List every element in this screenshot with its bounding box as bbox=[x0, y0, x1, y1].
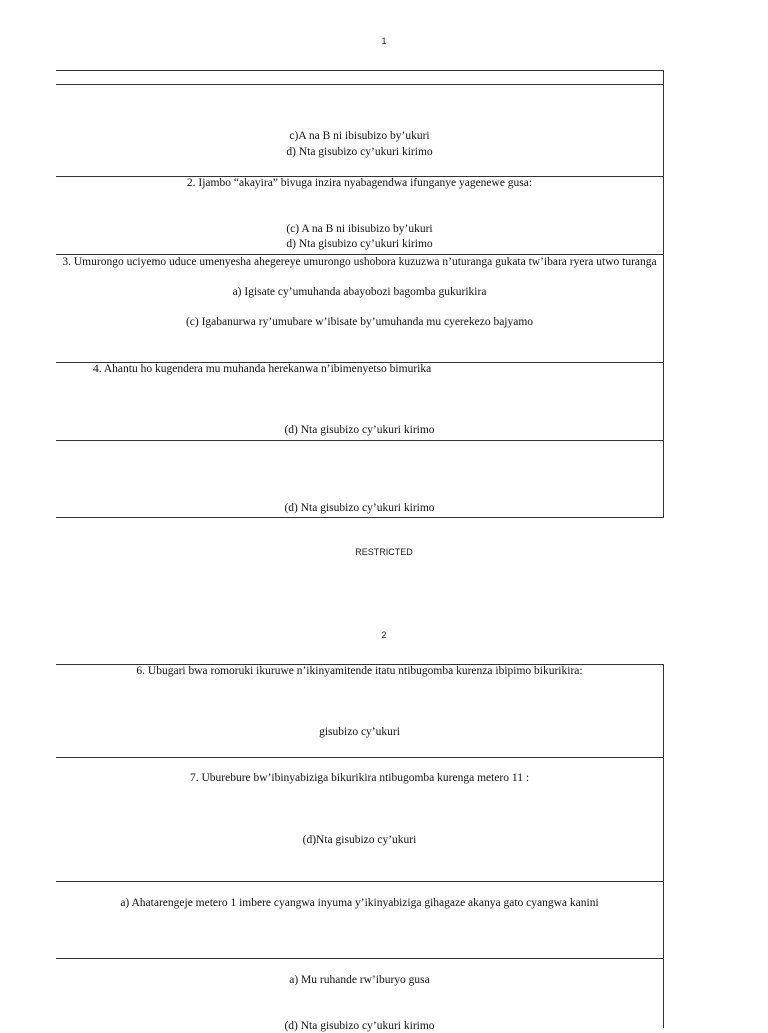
page-number: 2 bbox=[381, 630, 387, 640]
table-row bbox=[56, 664, 663, 757]
table-row bbox=[56, 757, 663, 881]
answer-option: (c) A na B ni ibisubizo by’ukuri bbox=[286, 223, 433, 235]
answer-option: a) Igisate cy’umuhanda abayobozi bagomba gukurikira bbox=[232, 286, 487, 298]
table-row bbox=[56, 362, 663, 440]
answer-option: d) Nta gisubizo cy’ukuri kirimo bbox=[286, 146, 433, 158]
question-table-page-1 bbox=[56, 70, 664, 518]
question-text: 6. Ubugari bwa romoruki ikuruwe n’ikinyamitende itatu ntibugomba kurenza ibipimo bikurikira: bbox=[136, 665, 583, 677]
answer-option: (d) Nta gisubizo cy’ukuri kirimo bbox=[284, 1020, 435, 1032]
page-number: 1 bbox=[381, 36, 387, 46]
question-text: 7. Uburebure bw’ibinyabiziga bikurikira ntibugomba kurenga metero 11 : bbox=[189, 772, 530, 784]
table-row bbox=[56, 70, 663, 84]
answer-option: gisubizo cy’ukuri bbox=[319, 726, 400, 738]
answer-option: (d) Nta gisubizo cy’ukuri kirimo bbox=[284, 424, 435, 436]
answer-option: a) Ahatarengeje metero 1 imbere cyangwa inyuma y’ikinyabiziga gihagaze akanya gato cyangwa kanini bbox=[120, 897, 599, 909]
table-row bbox=[56, 254, 663, 362]
answer-option: c)A na B ni ibisubizo by’ukuri bbox=[289, 130, 430, 142]
answer-option: a) Mu ruhande rw’iburyo gusa bbox=[289, 974, 430, 986]
question-table-page-2 bbox=[56, 664, 664, 1032]
answer-option: (d) Nta gisubizo cy’ukuri kirimo bbox=[284, 502, 435, 514]
question-text: 2. Ijambo “akayira” bivuga inzira nyabagendwa ifunganye yagenewe gusa: bbox=[186, 177, 533, 189]
answer-option: d) Nta gisubizo cy’ukuri kirimo bbox=[286, 238, 433, 250]
table-row bbox=[56, 440, 663, 518]
table-row bbox=[56, 84, 663, 176]
table-row bbox=[56, 881, 663, 958]
table-row bbox=[56, 176, 663, 254]
question-text: 3. Umurongo uciyemo uduce umenyesha ahegereye umurongo ushobora kuzuzwa n’uturanga gukata tw’ibara ryera utwo turanga bbox=[62, 256, 657, 268]
answer-option: (d)Nta gisubizo cy’ukuri bbox=[302, 834, 417, 846]
restricted-label: RESTRICTED bbox=[355, 547, 413, 557]
question-text: 4. Ahantu ho kugendera mu muhanda herekanwa n’ibimenyetso bimurika bbox=[93, 363, 432, 375]
answer-option: (c) Igabanurwa ry’umubare w’ibisate by’umuhanda mu cyerekezo bajyamo bbox=[185, 316, 534, 328]
table-row bbox=[56, 958, 663, 1032]
